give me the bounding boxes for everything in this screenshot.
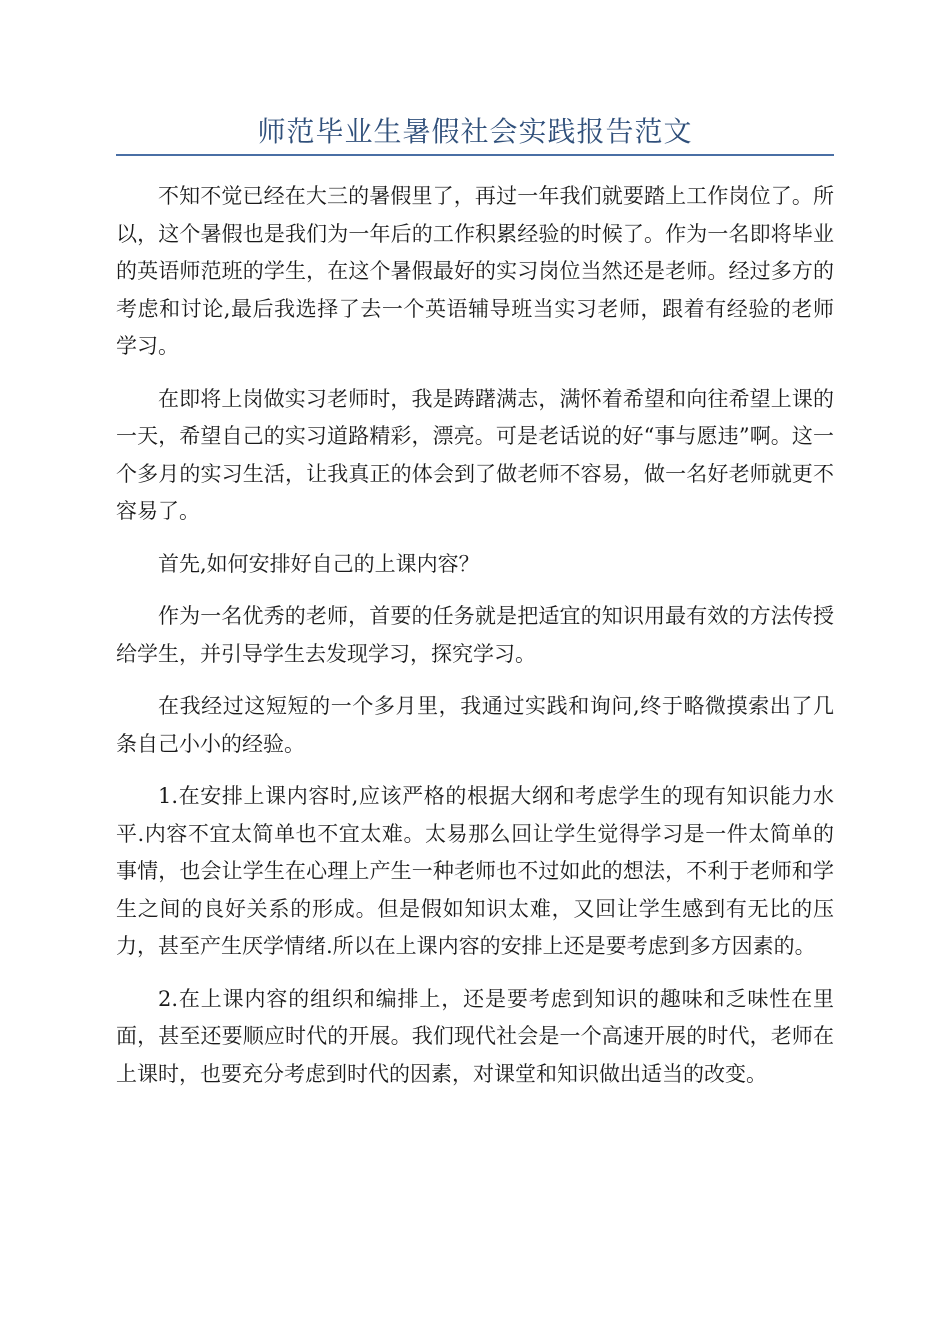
paragraph-7: 2.在上课内容的组织和编排上，还是要考虑到知识的趣味和乏味性在里面，甚至还要顺应时代的开展。我们现代社会是一个高速开展的时代，老师在上课时，也要充分考虑到时代的因素，对课堂和知识做出适当的改变。 [116, 986, 834, 1086]
paragraph-3: 首先,如何安排好自己的上课内容？ [158, 551, 480, 576]
title-container [116, 112, 834, 152]
title-underline [116, 154, 834, 156]
page-title: 师范毕业生暑假社会实践报告范文 [257, 115, 693, 148]
paragraph-1: 不知不觉已经在大三的暑假里了，再过一年我们就要踏上工作岗位了。所以，这个暑假也是我们为一年后的工作积累经验的时候了。作为一名即将毕业的英语师范班的学生，在这个暑假最好的实习岗位当然还是老师。经过多方的考虑和讨论,最后我选择了去一个英语辅导班当实习老师，跟着有经验的老师学习。 [116, 184, 834, 358]
document-body [116, 178, 834, 1108]
paragraph-6: 1.在安排上课内容时,应该严格的根据大纲和考虑学生的现有知识能力水平.内容不宜太简单也不宜太难。太易那么回让学生觉得学习是一件太简单的事情，也会让学生在心理上产生一种老师也不过如此的想法，不利于老师和学生之间的良好关系的形成。但是假如知识太难，又回让学生感到有无比的压力，甚至产生厌学情绪.所以在上课内容的安排上还是要考虑到多方因素的。 [116, 784, 834, 958]
paragraph-5: 在我经过这短短的一个多月里，我通过实践和询问,终于略微摸索出了几条自己小小的经验。 [116, 694, 834, 756]
paragraph-2: 在即将上岗做实习老师时，我是踌躇满志，满怀着希望和向往希望上课的一天，希望自己的实习道路精彩，漂亮。可是老话说的好“事与愿违”啊。这一个多月的实习生活，让我真正的体会到了做老师不容易，做一名好老师就更不容易了。 [116, 386, 834, 523]
paragraph-4: 作为一名优秀的老师，首要的任务就是把适宜的知识用最有效的方法传授给学生，并引导学生去发现学习，探究学习。 [116, 604, 834, 666]
